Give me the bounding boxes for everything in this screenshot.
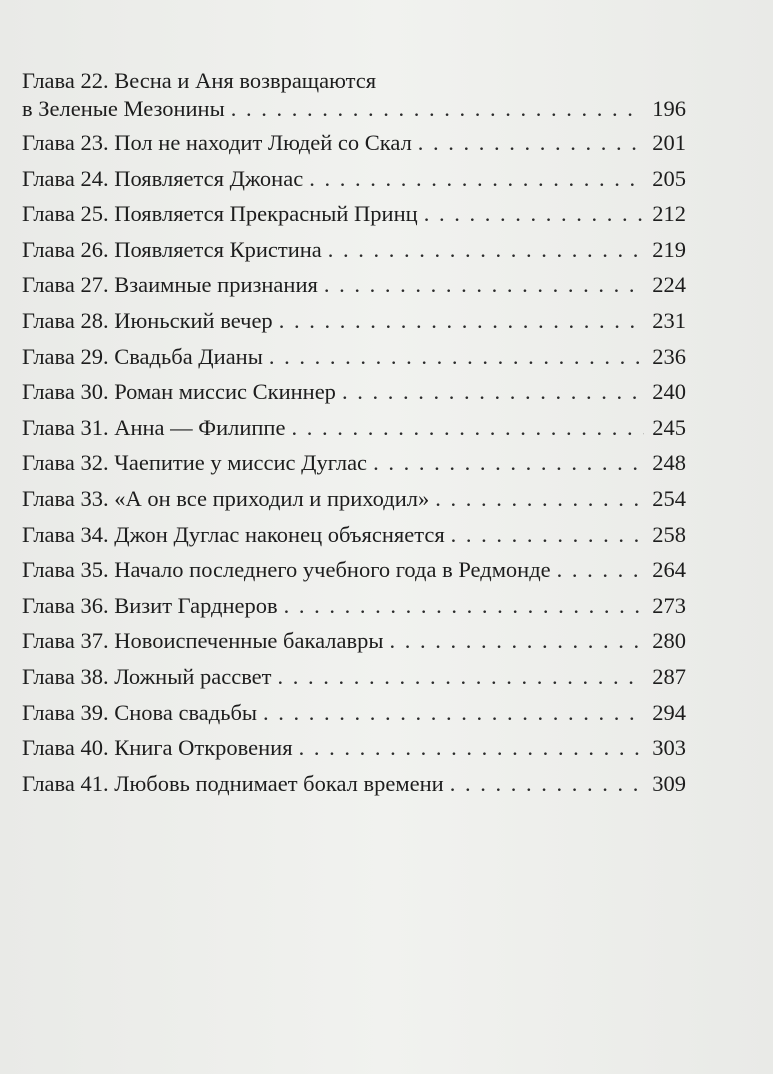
toc-entry-chapter-23 [22, 125, 686, 161]
page-number: 254 [652, 485, 686, 511]
page-number: 224 [652, 272, 686, 298]
dot-leader [309, 161, 644, 197]
chapter-title: Глава 33. «А он все приходил и приходил» [22, 485, 430, 511]
chapter-title: Глава 39. Снова свадьбы [22, 699, 258, 725]
toc-entry-chapter-24 [22, 161, 686, 197]
toc-entry-chapter-27 [22, 267, 686, 303]
chapter-title: Глава 27. Взаимные признания [22, 272, 318, 298]
chapter-title: Глава 38. Ложный рассвет [22, 663, 272, 689]
page-number: 231 [652, 307, 686, 333]
dot-leader [373, 445, 644, 481]
page-number: 264 [652, 557, 686, 583]
dot-leader [231, 93, 644, 125]
chapter-title: Глава 32. Чаепитие у миссис Дуглас [22, 450, 368, 476]
toc-entry-chapter-29 [22, 339, 686, 375]
chapter-title: Глава 36. Визит Гарднеров [22, 592, 278, 618]
dot-leader [342, 374, 644, 410]
chapter-title: Глава 30. Роман миссис Скиннер [22, 379, 336, 405]
dot-leader [278, 659, 645, 695]
toc-entry-chapter-33 [22, 481, 686, 517]
dot-leader [435, 481, 644, 517]
dot-leader [424, 196, 644, 232]
toc-entry-chapter-38 [22, 659, 686, 695]
toc-entry-chapter-35 [22, 552, 686, 588]
toc-entry-chapter-37 [22, 623, 686, 659]
chapter-title-line1: Глава 22. Весна и Аня возвращаются [22, 68, 377, 93]
dot-leader [279, 303, 644, 339]
toc-entry-chapter-26 [22, 232, 686, 268]
chapter-title-line2: в Зеленые Мезонины [22, 96, 225, 121]
dot-leader [269, 339, 644, 375]
dot-leader [418, 125, 644, 161]
dot-leader [328, 232, 644, 268]
page-number: 196 [652, 96, 686, 121]
page-number: 219 [652, 236, 686, 262]
toc-entry-chapter-22 [22, 68, 686, 125]
chapter-title: Глава 40. Книга Откровения [22, 735, 293, 761]
page-number: 287 [652, 663, 686, 689]
page-number: 240 [652, 379, 686, 405]
chapter-title: Глава 35. Начало последнего учебного года в Редмонде [22, 557, 551, 583]
dot-leader [389, 623, 644, 659]
page-number: 236 [652, 343, 686, 369]
chapter-title: Глава 37. Новоиспеченные бакалавры [22, 628, 384, 654]
toc-entry-chapter-31 [22, 410, 686, 446]
dot-leader [263, 695, 644, 731]
chapter-title: Глава 23. Пол не находит Людей со Скал [22, 130, 412, 155]
table-of-contents [22, 68, 686, 801]
chapter-title: Глава 41. Любовь поднимает бокал времени [22, 770, 444, 796]
chapter-title: Глава 24. Появляется Джонас [22, 165, 304, 191]
toc-entry-chapter-39 [22, 695, 686, 731]
toc-entry-chapter-36 [22, 588, 686, 624]
page-number: 201 [652, 130, 686, 155]
toc-entry-chapter-32 [22, 445, 686, 481]
dot-leader [557, 552, 644, 588]
dot-leader [451, 517, 644, 553]
dot-leader [450, 766, 644, 802]
toc-entry-chapter-40 [22, 730, 686, 766]
chapter-title: Глава 28. Июньский вечер [22, 307, 273, 333]
dot-leader [284, 588, 644, 624]
page-number: 309 [652, 770, 686, 796]
dot-leader [324, 267, 644, 303]
page-number: 273 [652, 592, 686, 618]
dot-leader [299, 730, 644, 766]
page-number: 212 [652, 201, 686, 227]
page-number: 205 [652, 165, 686, 191]
page-number: 280 [652, 628, 686, 654]
toc-entry-chapter-41 [22, 766, 686, 802]
dot-leader [291, 410, 644, 446]
toc-entry-chapter-25 [22, 196, 686, 232]
toc-entry-chapter-34 [22, 517, 686, 553]
page-number: 294 [652, 699, 686, 725]
chapter-title: Глава 26. Появляется Кристина [22, 236, 322, 262]
chapter-title: Глава 34. Джон Дуглас наконец объясняется [22, 521, 445, 547]
chapter-title: Глава 25. Появляется Прекрасный Принц [22, 201, 418, 227]
page-number: 248 [652, 450, 686, 476]
chapter-title: Глава 29. Свадьба Дианы [22, 343, 263, 369]
page-number: 303 [652, 735, 686, 761]
page-number: 245 [652, 414, 686, 440]
toc-entry-chapter-28 [22, 303, 686, 339]
page-number: 258 [652, 521, 686, 547]
chapter-title: Глава 31. Анна — Филиппе [22, 414, 286, 440]
toc-entry-chapter-30 [22, 374, 686, 410]
